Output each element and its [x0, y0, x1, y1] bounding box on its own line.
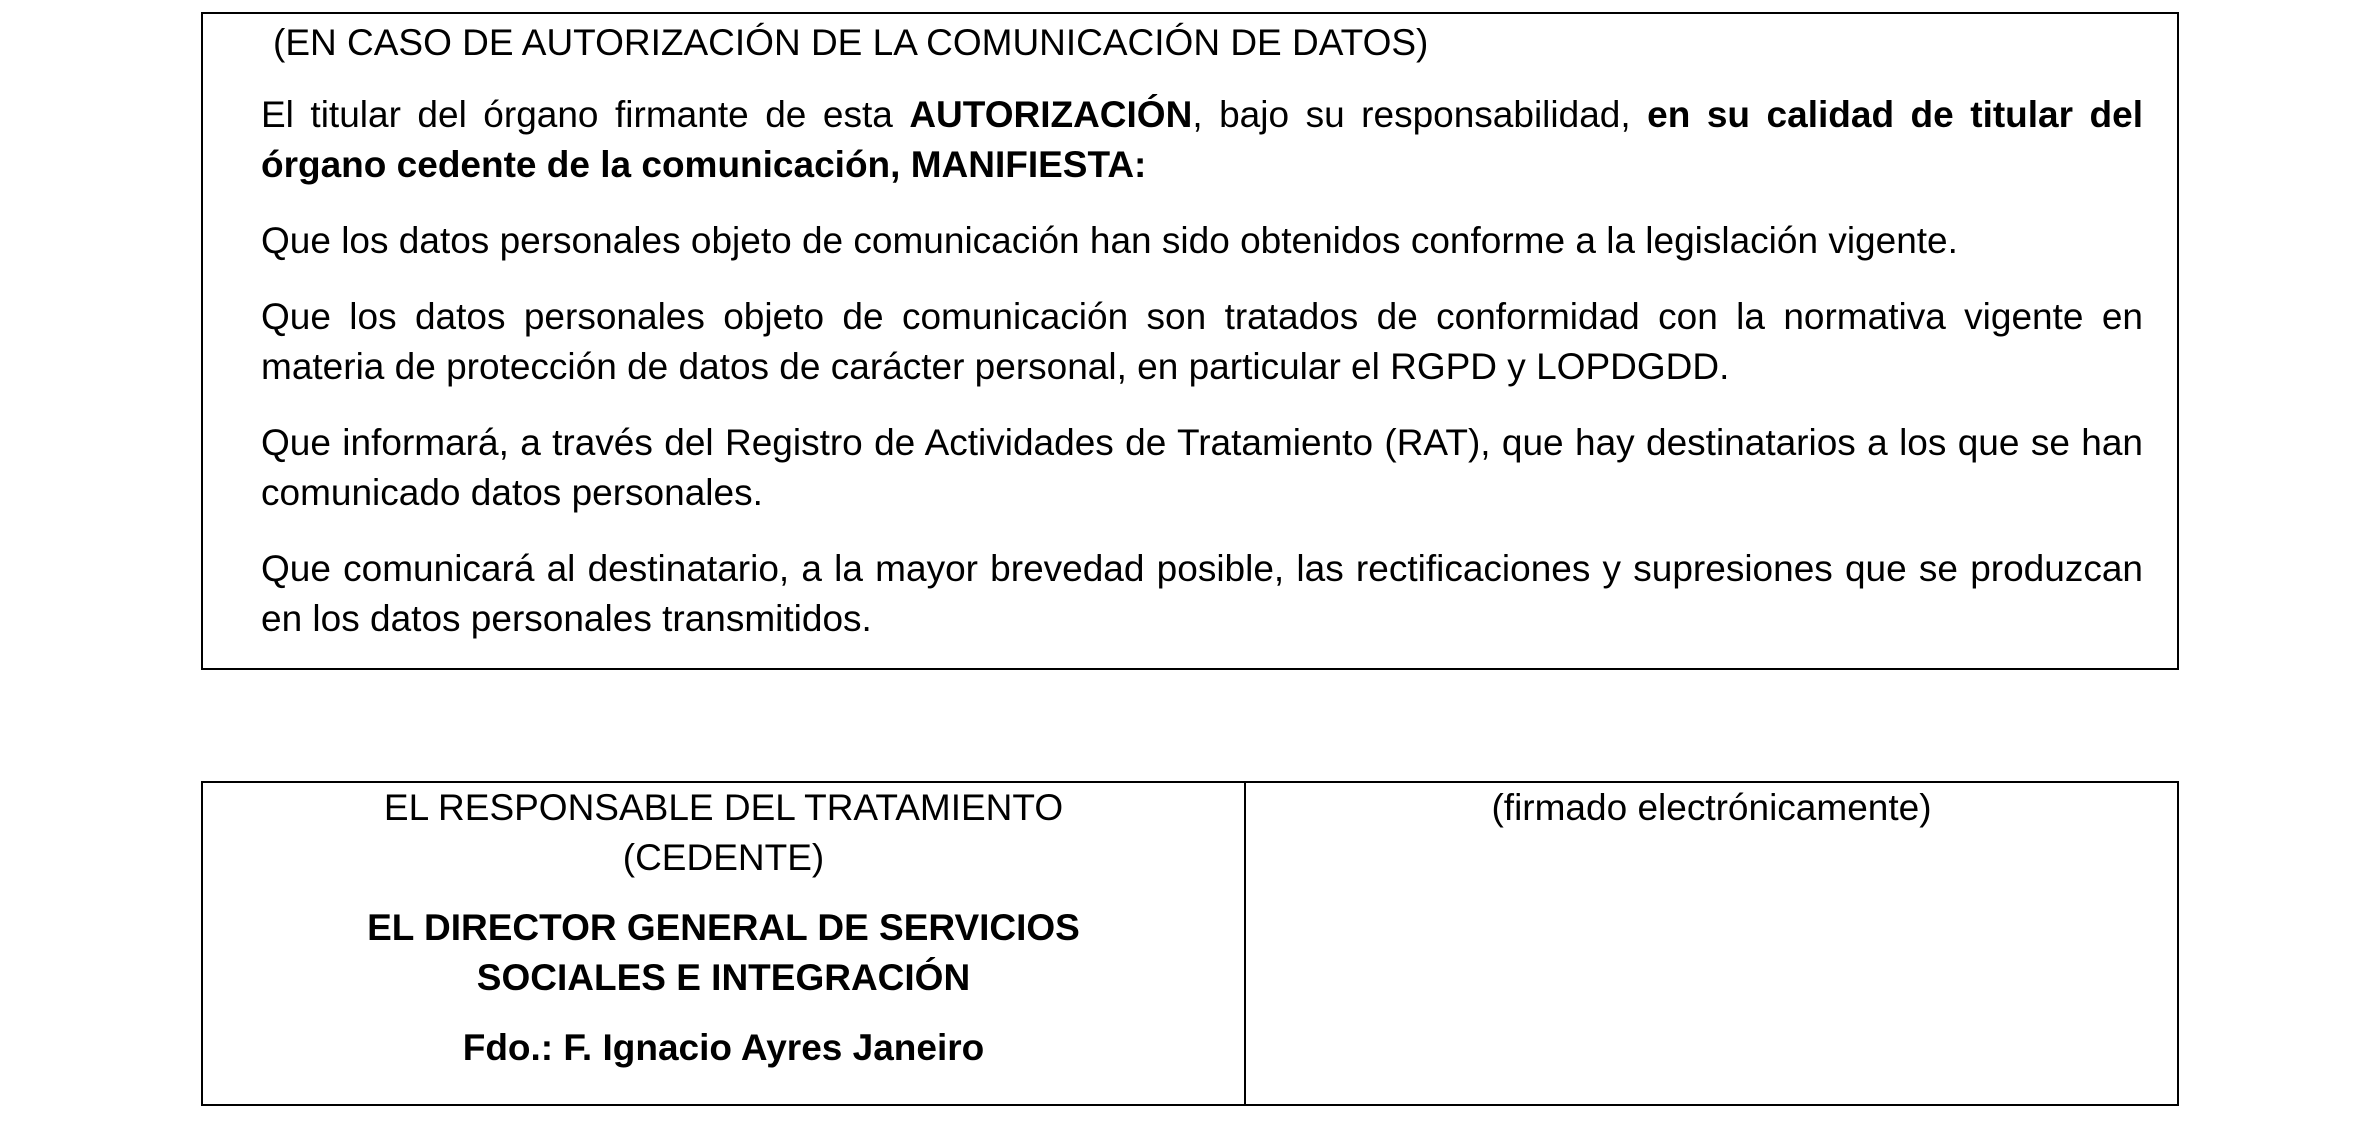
signatory-cell [203, 783, 1244, 1104]
signature-table [201, 781, 2179, 1106]
title-line-2: SOCIALES E INTEGRACIÓN [476, 957, 971, 998]
signed-by: Fdo.: F. Ignacio Ayres Janeiro [462, 1027, 985, 1068]
intro-paragraph [261, 90, 2143, 190]
section-heading: (EN CASO DE AUTORIZACIÓN DE LA COMUNICACIÓN DE DATOS) [273, 22, 1429, 63]
statement-3: Que informará, a través del Registro de Actividades de Tratamiento (RAT), que hay destinatarios a los que se han comunicado datos personales. [261, 422, 2143, 513]
authorization-box [201, 12, 2179, 670]
title-line-1: EL DIRECTOR GENERAL DE SERVICIOS [367, 907, 1080, 948]
intro-text-1: El titular del órgano firmante de esta [261, 94, 910, 135]
intro-text-2: , bajo su responsabilidad, [1192, 94, 1648, 135]
statement-4: Que comunicará al destinatario, a la mayor brevedad posible, las rectificaciones y supresiones que se produzcan en los datos personales transmitidos. [261, 548, 2143, 639]
statement-2: Que los datos personales objeto de comunicación son tratados de conformidad con la normativa vigente en materia de protección de datos de carácter personal, en particular el RGPD y LOPDGDD. [261, 296, 2143, 387]
statement-1: Que los datos personales objeto de comunicación han sido obtenidos conforme a la legislación vigente. [261, 220, 1958, 261]
electronic-signature-note: (firmado electrónicamente) [1491, 787, 1932, 828]
intro-bold-2: en su calidad de titular del órgano cedente de la comunicación, MANIFIESTA: [261, 94, 2144, 185]
role-line-2: (CEDENTE) [622, 837, 825, 878]
intro-bold-1: AUTORIZACIÓN [909, 94, 1193, 135]
signature-cell [1246, 783, 2177, 1104]
role-line-1: EL RESPONSABLE DEL TRATAMIENTO [383, 787, 1064, 828]
